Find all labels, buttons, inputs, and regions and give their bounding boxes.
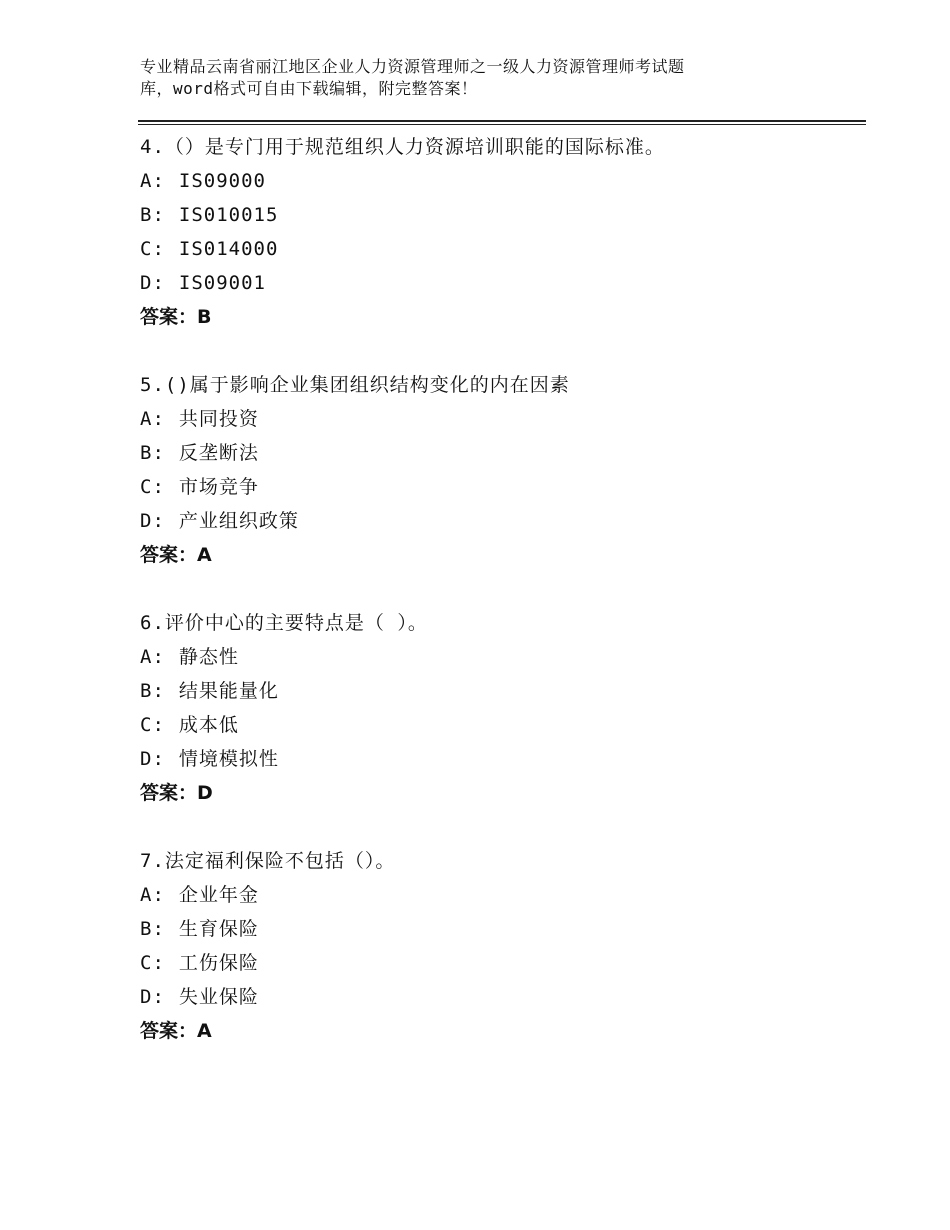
option-text: 失业保险 bbox=[178, 986, 259, 1008]
option-letter: D: bbox=[140, 272, 165, 294]
option-letter: C: bbox=[140, 238, 165, 260]
question-text: 7.法定福利保险不包括（）。 bbox=[140, 850, 396, 872]
question-text: 5.()属于影响企业集团组织结构变化的内在因素 bbox=[140, 374, 570, 396]
option-letter: A: bbox=[140, 408, 165, 430]
option-b bbox=[140, 198, 870, 232]
option-letter: C: bbox=[140, 952, 165, 974]
option-letter: D: bbox=[140, 510, 165, 532]
document-header bbox=[140, 56, 860, 100]
option-b bbox=[140, 436, 870, 470]
option-letter: D: bbox=[140, 748, 165, 770]
header-line-1: 专业精品云南省丽江地区企业人力资源管理师之一级人力资源管理师考试题 bbox=[140, 57, 685, 76]
option-text: 共同投资 bbox=[178, 408, 259, 430]
option-text: 企业年金 bbox=[178, 884, 259, 906]
header-line-2: 库，word格式可自由下载编辑，附完整答案！ bbox=[140, 79, 478, 98]
option-c bbox=[140, 232, 870, 266]
answer-label: 答案：A bbox=[140, 1020, 212, 1042]
option-c bbox=[140, 708, 870, 742]
question-text: 4.（）是专门用于规范组织人力资源培训职能的国际标准。 bbox=[140, 136, 665, 158]
option-b bbox=[140, 912, 870, 946]
option-text: 市场竞争 bbox=[178, 476, 259, 498]
option-a bbox=[140, 640, 870, 674]
option-c bbox=[140, 470, 870, 504]
option-d bbox=[140, 742, 870, 776]
question-4 bbox=[140, 130, 870, 334]
answer-label: 答案：D bbox=[140, 782, 213, 804]
option-text: IS09000 bbox=[178, 170, 266, 192]
header-divider-thin bbox=[138, 124, 866, 125]
option-letter: B: bbox=[140, 204, 165, 226]
header-divider-thick bbox=[138, 120, 866, 122]
option-c bbox=[140, 946, 870, 980]
option-text: 静态性 bbox=[178, 646, 239, 668]
option-text: IS014000 bbox=[178, 238, 279, 260]
option-text: 生育保险 bbox=[178, 918, 259, 940]
option-text: IS010015 bbox=[178, 204, 279, 226]
option-letter: C: bbox=[140, 476, 165, 498]
option-letter: B: bbox=[140, 442, 165, 464]
option-a bbox=[140, 878, 870, 912]
option-letter: D: bbox=[140, 986, 165, 1008]
option-letter: B: bbox=[140, 918, 165, 940]
question-text: 6.评价中心的主要特点是（ ）。 bbox=[140, 612, 428, 634]
option-text: 情境模拟性 bbox=[178, 748, 279, 770]
option-b bbox=[140, 674, 870, 708]
answer-label: 答案：B bbox=[140, 306, 212, 328]
option-d bbox=[140, 980, 870, 1014]
option-letter: A: bbox=[140, 170, 165, 192]
question-6 bbox=[140, 606, 870, 810]
question-list bbox=[140, 130, 870, 1082]
option-letter: B: bbox=[140, 680, 165, 702]
option-text: 产业组织政策 bbox=[178, 510, 299, 532]
option-letter: C: bbox=[140, 714, 165, 736]
option-letter: A: bbox=[140, 646, 165, 668]
option-d bbox=[140, 504, 870, 538]
option-text: 反垄断法 bbox=[178, 442, 259, 464]
answer-label: 答案：A bbox=[140, 544, 212, 566]
option-a bbox=[140, 164, 870, 198]
question-7 bbox=[140, 844, 870, 1048]
option-letter: A: bbox=[140, 884, 165, 906]
question-5 bbox=[140, 368, 870, 572]
option-a bbox=[140, 402, 870, 436]
option-text: 工伤保险 bbox=[178, 952, 259, 974]
option-text: IS09001 bbox=[178, 272, 266, 294]
option-text: 成本低 bbox=[178, 714, 239, 736]
option-text: 结果能量化 bbox=[178, 680, 279, 702]
option-d bbox=[140, 266, 870, 300]
